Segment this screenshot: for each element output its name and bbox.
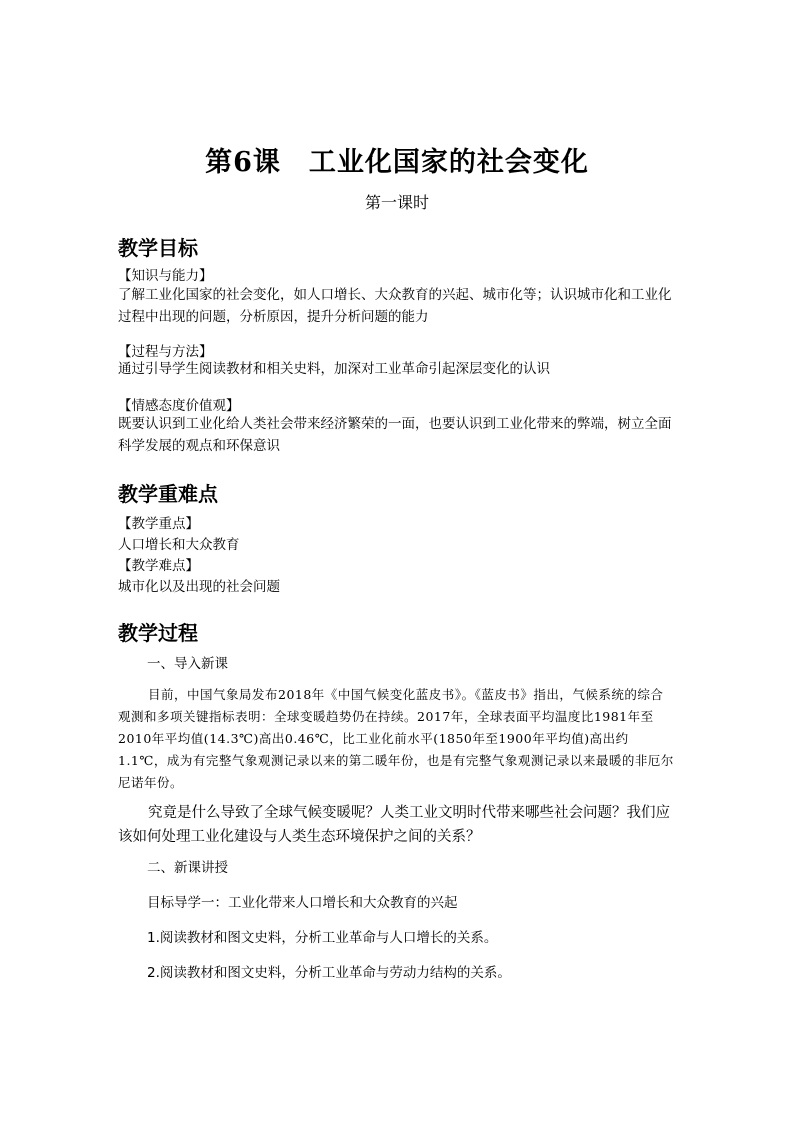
- intro-question: 究竟是什么导致了全球气候变暖呢？人类工业文明时代带来哪些社会问题？我们应该如何处理工业化建设与人类生态环境保护之间的关系？: [118, 805, 670, 845]
- page-title: 第6课 工业化国家的社会变化: [205, 147, 589, 178]
- knowledge-text: 了解工业化国家的社会变化，如人口增长、大众教育的兴起、城市化等；认识城市化和工业化过程中出现的问题，分析原因，提升分析问题的能力: [118, 287, 672, 325]
- difficulty-text: 城市化以及出现的社会问题: [118, 579, 280, 595]
- process-heading: 教学过程: [118, 621, 198, 645]
- emotion-text: 既要认识到工业化给人类社会带来经济繁荣的一面，也要认识到工业化带来的弊端，树立全面科学发展的观点和环保意识: [118, 416, 672, 454]
- knowledge-label: 【知识与能力】: [118, 268, 213, 284]
- emotion-label: 【情感态度价值观】: [118, 398, 240, 414]
- target-one: 目标导学一：工业化带来人口增长和大众教育的兴起: [147, 895, 458, 911]
- process-method-text: 通过引导学生阅读教材和相关史料，加深对工业革命引起深层变化的认识: [118, 361, 550, 377]
- step-intro: 一、导入新课: [147, 656, 228, 672]
- focus-text: 人口增长和大众教育: [118, 537, 240, 553]
- task-item: 1.阅读教材和图文史料，分析工业革命与人口增长的关系。: [147, 930, 498, 946]
- focus-label: 【教学重点】: [118, 516, 199, 532]
- keypoints-heading: 教学重难点: [118, 482, 218, 506]
- intro-quote: 目前，中国气象局发布2018年《中国气候变化蓝皮书》。《蓝皮书》指出，气候系统的综合观测和多项关键指标表明：全球变暖趋势仍在持续。2017年，全球表面平均温度比1981年至2010年平均值(14.3℃)高出0.46℃，比工业化前水平(1850年至1900年平均值)高出约1.1℃，成为有完整气象观测记录以来的第二暖年份，也是有完整气象观测记录以来最暖的非厄尔尼诺年份。: [118, 687, 674, 790]
- difficulty-label: 【教学难点】: [118, 558, 199, 574]
- goals-heading: 教学目标: [118, 236, 198, 260]
- step-new-lesson: 二、新课讲授: [147, 860, 228, 876]
- process-method-label: 【过程与方法】: [118, 344, 213, 360]
- page-subtitle: 第一课时: [364, 193, 429, 212]
- task-item: 2.阅读教材和图文史料，分析工业革命与劳动力结构的关系。: [147, 965, 511, 981]
